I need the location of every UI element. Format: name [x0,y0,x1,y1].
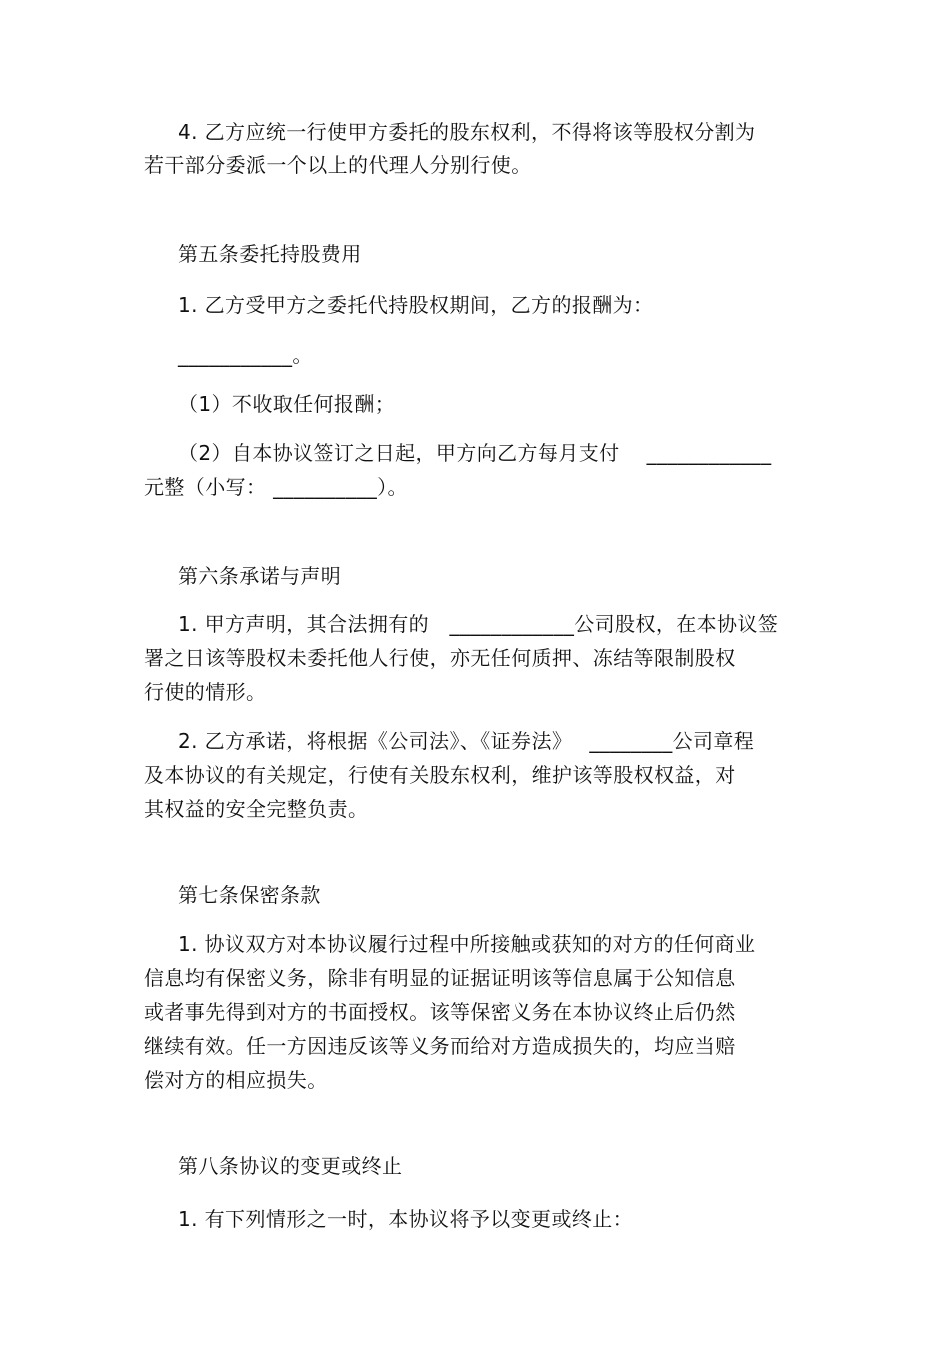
article-5-blank: ___________。 [178,343,313,367]
article-5-title: 第五条委托持股费用 [178,242,362,266]
article-5-option-2-line-2: 元整（小写： __________）。 [144,475,408,499]
article-6-item-2-line-3: 其权益的安全完整负责。 [144,797,369,821]
article-7-item-1-line-4: 继续有效。任一方因违反该等义务而给对方造成损失的，均应当赔 [144,1034,736,1058]
article-7-item-1-line-3: 或者事先得到对方的书面授权。该等保密义务在本协议终止后仍然 [144,1000,736,1024]
clause-4-line-1: 4. 乙方应统一行使甲方委托的股东权利，不得将该等股权分割为 [178,120,756,144]
clause-4-line-2: 若干部分委派一个以上的代理人分别行使。 [144,153,532,177]
article-6-item-2-line-1: 2. 乙方承诺，将根据《公司法》、《证券法》 ________公司章程 [178,729,755,753]
article-7-title: 第七条保密条款 [178,883,321,907]
article-5-option-2-line-1: （2）自本协议签订之日起，甲方向乙方每月支付 ____________ [178,441,772,465]
article-7-item-1-line-5: 偿对方的相应损失。 [144,1068,328,1092]
article-7-item-1-line-1: 1. 协议双方对本协议履行过程中所接触或获知的对方的任何商业 [178,932,756,956]
article-6-item-1-line-3: 行使的情形。 [144,680,267,704]
article-6-title: 第六条承诺与声明 [178,564,342,588]
article-5-option-1: （1）不收取任何报酬； [178,392,396,416]
article-6-item-1-line-2: 署之日该等股权未委托他人行使，亦无任何质押、冻结等限制股权 [144,646,736,670]
article-8-item-1: 1. 有下列情形之一时，本协议将予以变更或终止： [178,1207,634,1231]
article-7-item-1-line-2: 信息均有保密义务，除非有明显的证据证明该等信息属于公知信息 [144,966,736,990]
article-8-title: 第八条协议的变更或终止 [178,1154,403,1178]
article-5-item-1: 1. 乙方受甲方之委托代持股权期间，乙方的报酬为： [178,293,654,317]
article-6-item-2-line-2: 及本协议的有关规定，行使有关股东权利，维护该等股权权益，对 [144,763,736,787]
article-6-item-1-line-1: 1. 甲方声明，其合法拥有的 ____________公司股权，在本协议签 [178,612,779,636]
